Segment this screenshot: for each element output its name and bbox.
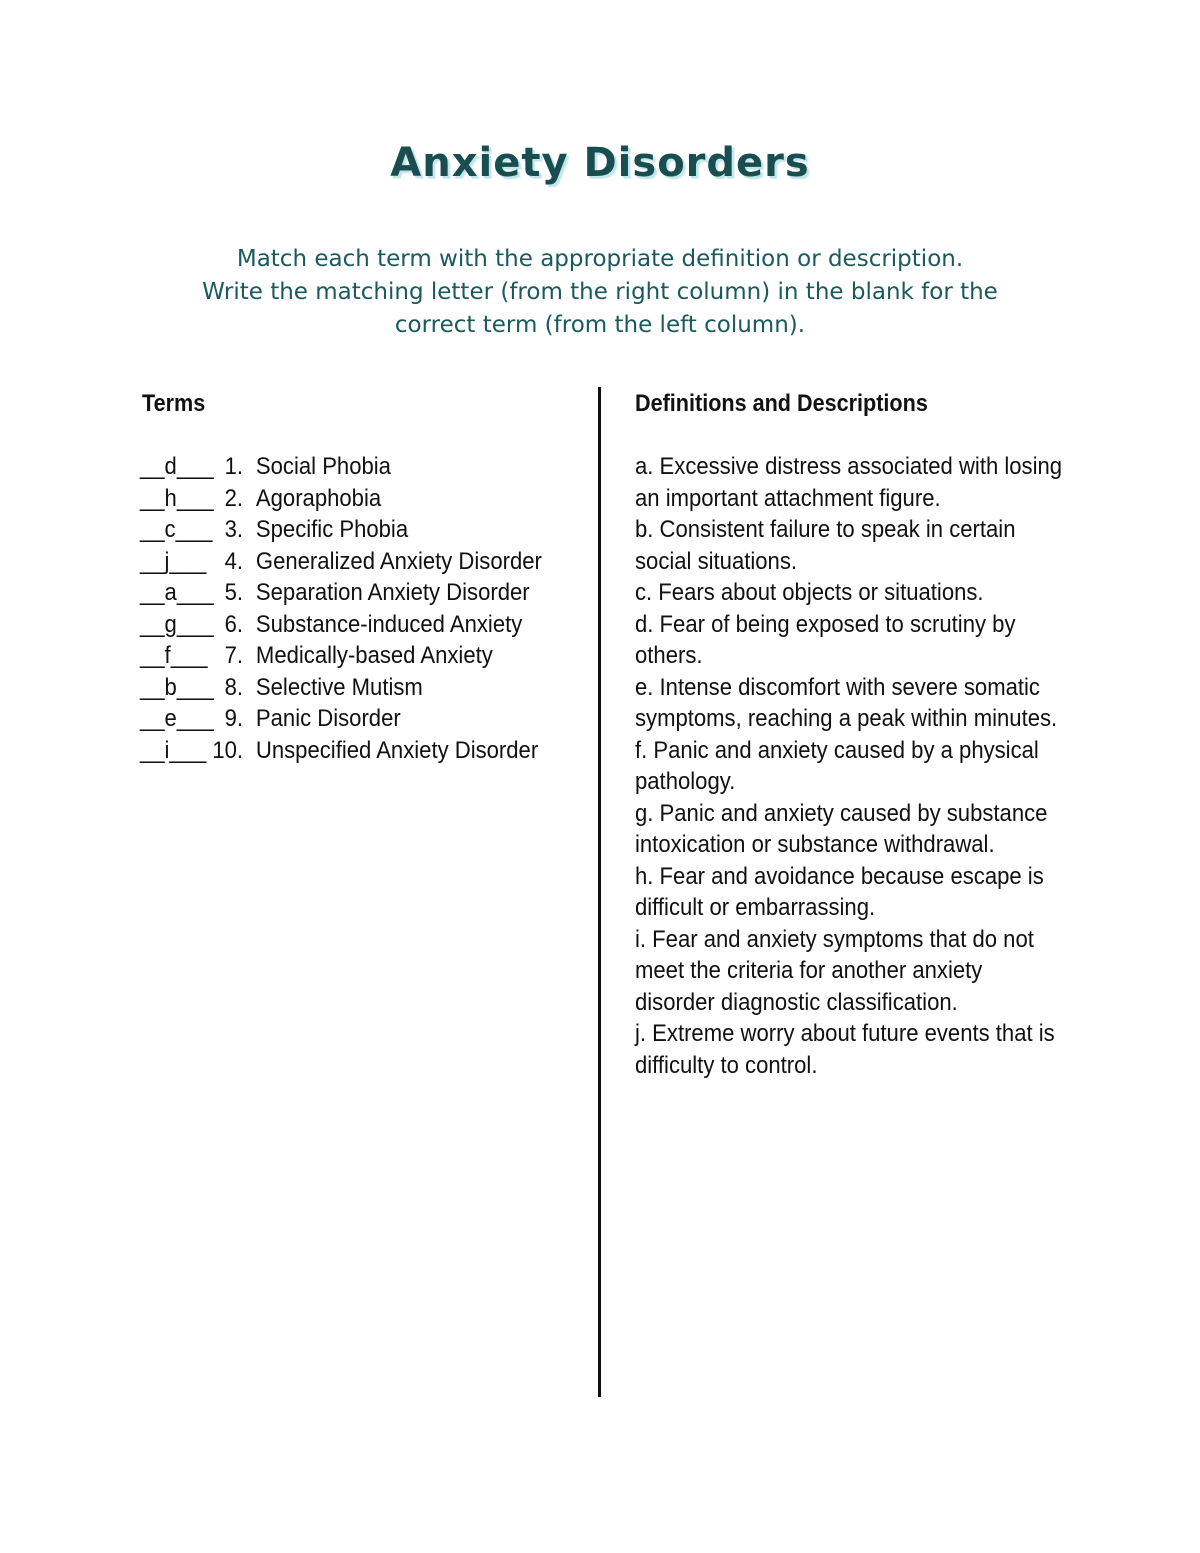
term-row [140,577,542,609]
definition-item: b. Consistent failure to speak in certain social situations. [635,516,1016,575]
term-row [140,640,542,672]
definitions-heading: Definitions and Descriptions [635,390,928,417]
term-label: Medically-based Anxiety [255,642,493,669]
term-number: 7. [224,642,244,669]
term-label: Social Phobia [255,453,391,480]
definition-item: f. Panic and anxiety caused by a physical pathology. [635,736,1039,795]
term-row [140,609,542,641]
term-row [140,703,542,735]
term-label: Unspecified Anxiety Disorder [255,736,539,764]
answer-blank[interactable]: __d___ [140,453,214,480]
definition-item: i. Fear and anxiety symptoms that do not meet the criteria for another anxiety disorder diagnostic classification. [635,925,1034,1016]
answer-blank[interactable]: __e___ [140,705,214,732]
definition-item: e. Intense discomfort with severe somatic symptoms, reaching a peak within minutes. [635,673,1058,732]
answer-blank[interactable]: __f___ [140,642,208,669]
term-row [140,672,542,704]
term-label: Panic Disorder [255,705,401,732]
column-divider [598,387,601,1397]
answer-blank[interactable]: __g___ [140,610,214,638]
instructions-line: Match each term with the appropriate definition or description. [236,246,964,272]
term-row [140,546,542,578]
instructions [150,243,1050,342]
term-number: 2. [224,484,244,512]
term-number: 8. [224,673,244,701]
answer-blank[interactable]: __h___ [140,484,214,512]
answer-blank[interactable]: __j___ [140,547,207,575]
term-row [140,514,542,546]
term-number: 1. [224,453,244,480]
term-row [140,483,542,515]
term-list [140,451,542,766]
term-label: Agoraphobia [255,484,382,512]
definition-item: h. Fear and avoidance because escape is difficult or embarrassing. [635,862,1044,921]
answer-blank[interactable]: __a___ [140,579,214,606]
answer-blank[interactable]: __c___ [140,516,213,543]
terms-heading: Terms [142,390,206,417]
term-label: Separation Anxiety Disorder [255,579,530,606]
instructions-line: Write the matching letter (from the right column) in the blank for the [202,279,998,305]
term-label: Selective Mutism [255,673,423,701]
definition-list [635,451,1067,1081]
term-number: 3. [224,516,244,543]
term-number: 10. [212,736,244,764]
answer-blank[interactable]: __b___ [140,673,214,701]
term-number: 6. [224,610,244,638]
term-number: 9. [224,705,244,732]
definition-item: c. Fears about objects or situations. [635,579,984,606]
instructions-line: correct term (from the left column). [394,312,806,338]
definition-item: g. Panic and anxiety caused by substance intoxication or substance withdrawal. [635,799,1048,858]
definition-item: d. Fear of being exposed to scrutiny by others. [635,610,1016,669]
page-title: Anxiety Disorders [390,140,810,186]
definition-item: j. Extreme worry about future events that is difficulty to control. [635,1020,1055,1079]
term-row [140,451,542,483]
term-number: 5. [224,579,244,606]
definition-item: a. Excessive distress associated with losing an important attachment figure. [635,453,1063,512]
term-label: Generalized Anxiety Disorder [255,547,542,575]
term-label: Substance-induced Anxiety [255,610,523,638]
term-label: Specific Phobia [255,516,409,543]
term-row [140,735,542,767]
answer-blank[interactable]: __i___ [140,736,207,764]
term-number: 4. [224,547,244,575]
